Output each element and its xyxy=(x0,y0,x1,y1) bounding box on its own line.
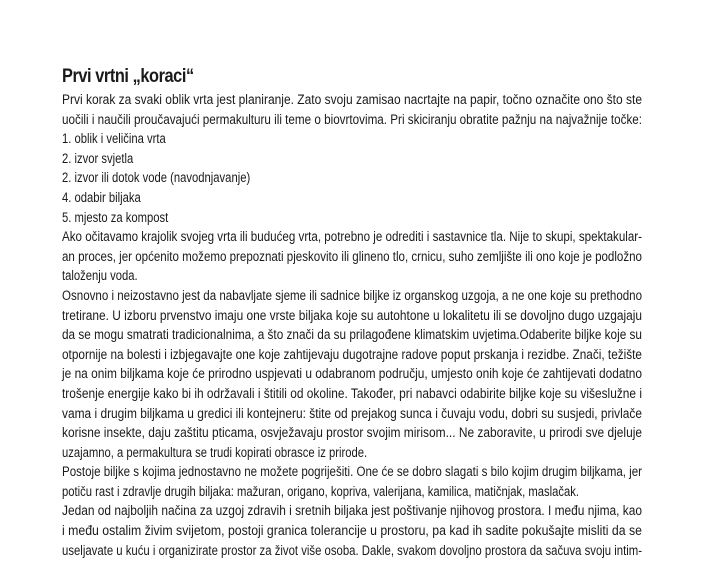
text-line xyxy=(62,404,642,424)
text-line-content: i među ostalim živim svijetom, postoji granica tolerancije u prostoru, pa kad ih sadite pokušajte misliti da se xyxy=(62,523,643,539)
text-line-content: uzajamno, a permakultura se trudi kopirati obrasce iz prirode. xyxy=(62,444,368,460)
text-line xyxy=(62,208,642,228)
text-line-content: 2. izvor svjetla xyxy=(62,150,134,166)
text-line-content: useljavate u kuću i organizirate prostor za život više osoba. Dakle, svakom dovoljno prostora da sačuva svoju intim- xyxy=(62,542,643,558)
text-line xyxy=(62,482,642,502)
text-line-content: Prvi korak za svaki oblik vrta jest planiranje. Zato svoju zamisao nacrtajte na papir, točno označite ono što ste xyxy=(62,92,643,107)
text-line xyxy=(62,110,642,130)
text-line-content: Osnovno i neizostavno jest da nabavljate sjeme ili sadnice biljke iz organskog uzgoja, a ne one koje su prethodno xyxy=(62,287,643,303)
text-line xyxy=(62,247,642,267)
text-line xyxy=(62,149,642,169)
page-title: Prvi vrtni „koraci“ xyxy=(62,66,194,87)
text-line-content: tretirane. U izboru prvenstvo imaju one vrste biljaka koje su autohtone u lokalitetu ili se dovoljno dugo uzgajaju xyxy=(62,307,643,323)
text-line xyxy=(62,168,642,188)
document-body xyxy=(62,90,642,560)
text-line xyxy=(62,325,642,345)
text-line xyxy=(62,384,642,404)
text-line-content: taloženju voda. xyxy=(62,268,138,284)
text-line xyxy=(62,462,642,482)
text-line-content: an proces, jer općenito možemo prepoznati pjeskovito ili glineno tlo, crnicu, suho zemljište ili ono koje je podložno xyxy=(62,248,642,264)
text-line-content: uočili i naučili proučavajući permakulturu ili teme o biovrtovima. Pri skiciranju obratite pažnju na najvažnije točke: xyxy=(62,111,643,127)
text-line-content: potiču rast i zdravlje drugih biljaka: mažuran, origano, kopriva, valerijana, kamilica, matičnjak, maslačak. xyxy=(62,483,580,499)
text-line xyxy=(62,188,642,208)
text-line-content: trošenje energije kako bi ih održavali i štitili od okoline. Također, pri nabavci odabirite biljke koje su višeslužne i xyxy=(62,385,642,401)
document-page xyxy=(62,66,642,560)
text-line xyxy=(62,306,642,326)
text-line xyxy=(62,345,642,365)
text-line xyxy=(62,90,642,110)
text-line-content: korisne insekte, daju zaštitu pticama, osvježavaju prostor svojim mirisom... Ne zaboravite, u prirodi sve djeluje xyxy=(62,425,643,441)
text-line-content: Postoje biljke s kojima jednostavno ne možete pogriješiti. One će se dobro slagati s bilo kojim drugim biljkama, jer xyxy=(62,464,642,480)
text-line-content: otpornije na bolesti i izbjegavajte one koje zahtijevaju dugotrajne radove poput prskanja i rezidbe. Znači, težište xyxy=(62,346,642,362)
text-line-content: 1. oblik i veličina vrta xyxy=(62,131,166,147)
text-line-content: da se mogu smatrati tradicionalnima, a što znači da su prilagođene klimatskim uvjetima.Odaberite biljke koje su xyxy=(62,327,642,343)
text-line xyxy=(62,521,642,541)
text-line xyxy=(62,364,642,384)
text-line-content: 4. odabir biljaka xyxy=(62,189,141,205)
text-line xyxy=(62,423,642,443)
text-line xyxy=(62,286,642,306)
text-line xyxy=(62,129,642,149)
text-line xyxy=(62,443,642,463)
text-line xyxy=(62,227,642,247)
text-line xyxy=(62,541,642,561)
text-line-content: 5. mjesto za kompost xyxy=(62,209,169,225)
text-line-content: vama i drugim biljkama u gredici ili kontejneru: štite od prejakog sunca i čuvaju vodu, dobri su susjedi, privlače xyxy=(62,405,643,421)
text-line xyxy=(62,266,642,286)
text-line-content: je na onim biljkama koje će prirodno uspjevati u odabranom području, umjesto onih koje će zahtijevati dodatno xyxy=(62,366,643,382)
text-line-content: 2. izvor ili dotok vode (navodnjavanje) xyxy=(62,170,251,186)
text-line-content: Jedan od najboljih načina za uzgoj zdravih i sretnih biljaka jest poštivanje njihovog prostora. I među njima, kao xyxy=(62,503,643,519)
text-line-content: Ako očitavamo krajolik svojeg vrta ili budućeg vrta, potrebno je odrediti i sastavnice tla. Nije to skupi, spektakular- xyxy=(62,229,643,245)
text-line xyxy=(62,501,642,521)
